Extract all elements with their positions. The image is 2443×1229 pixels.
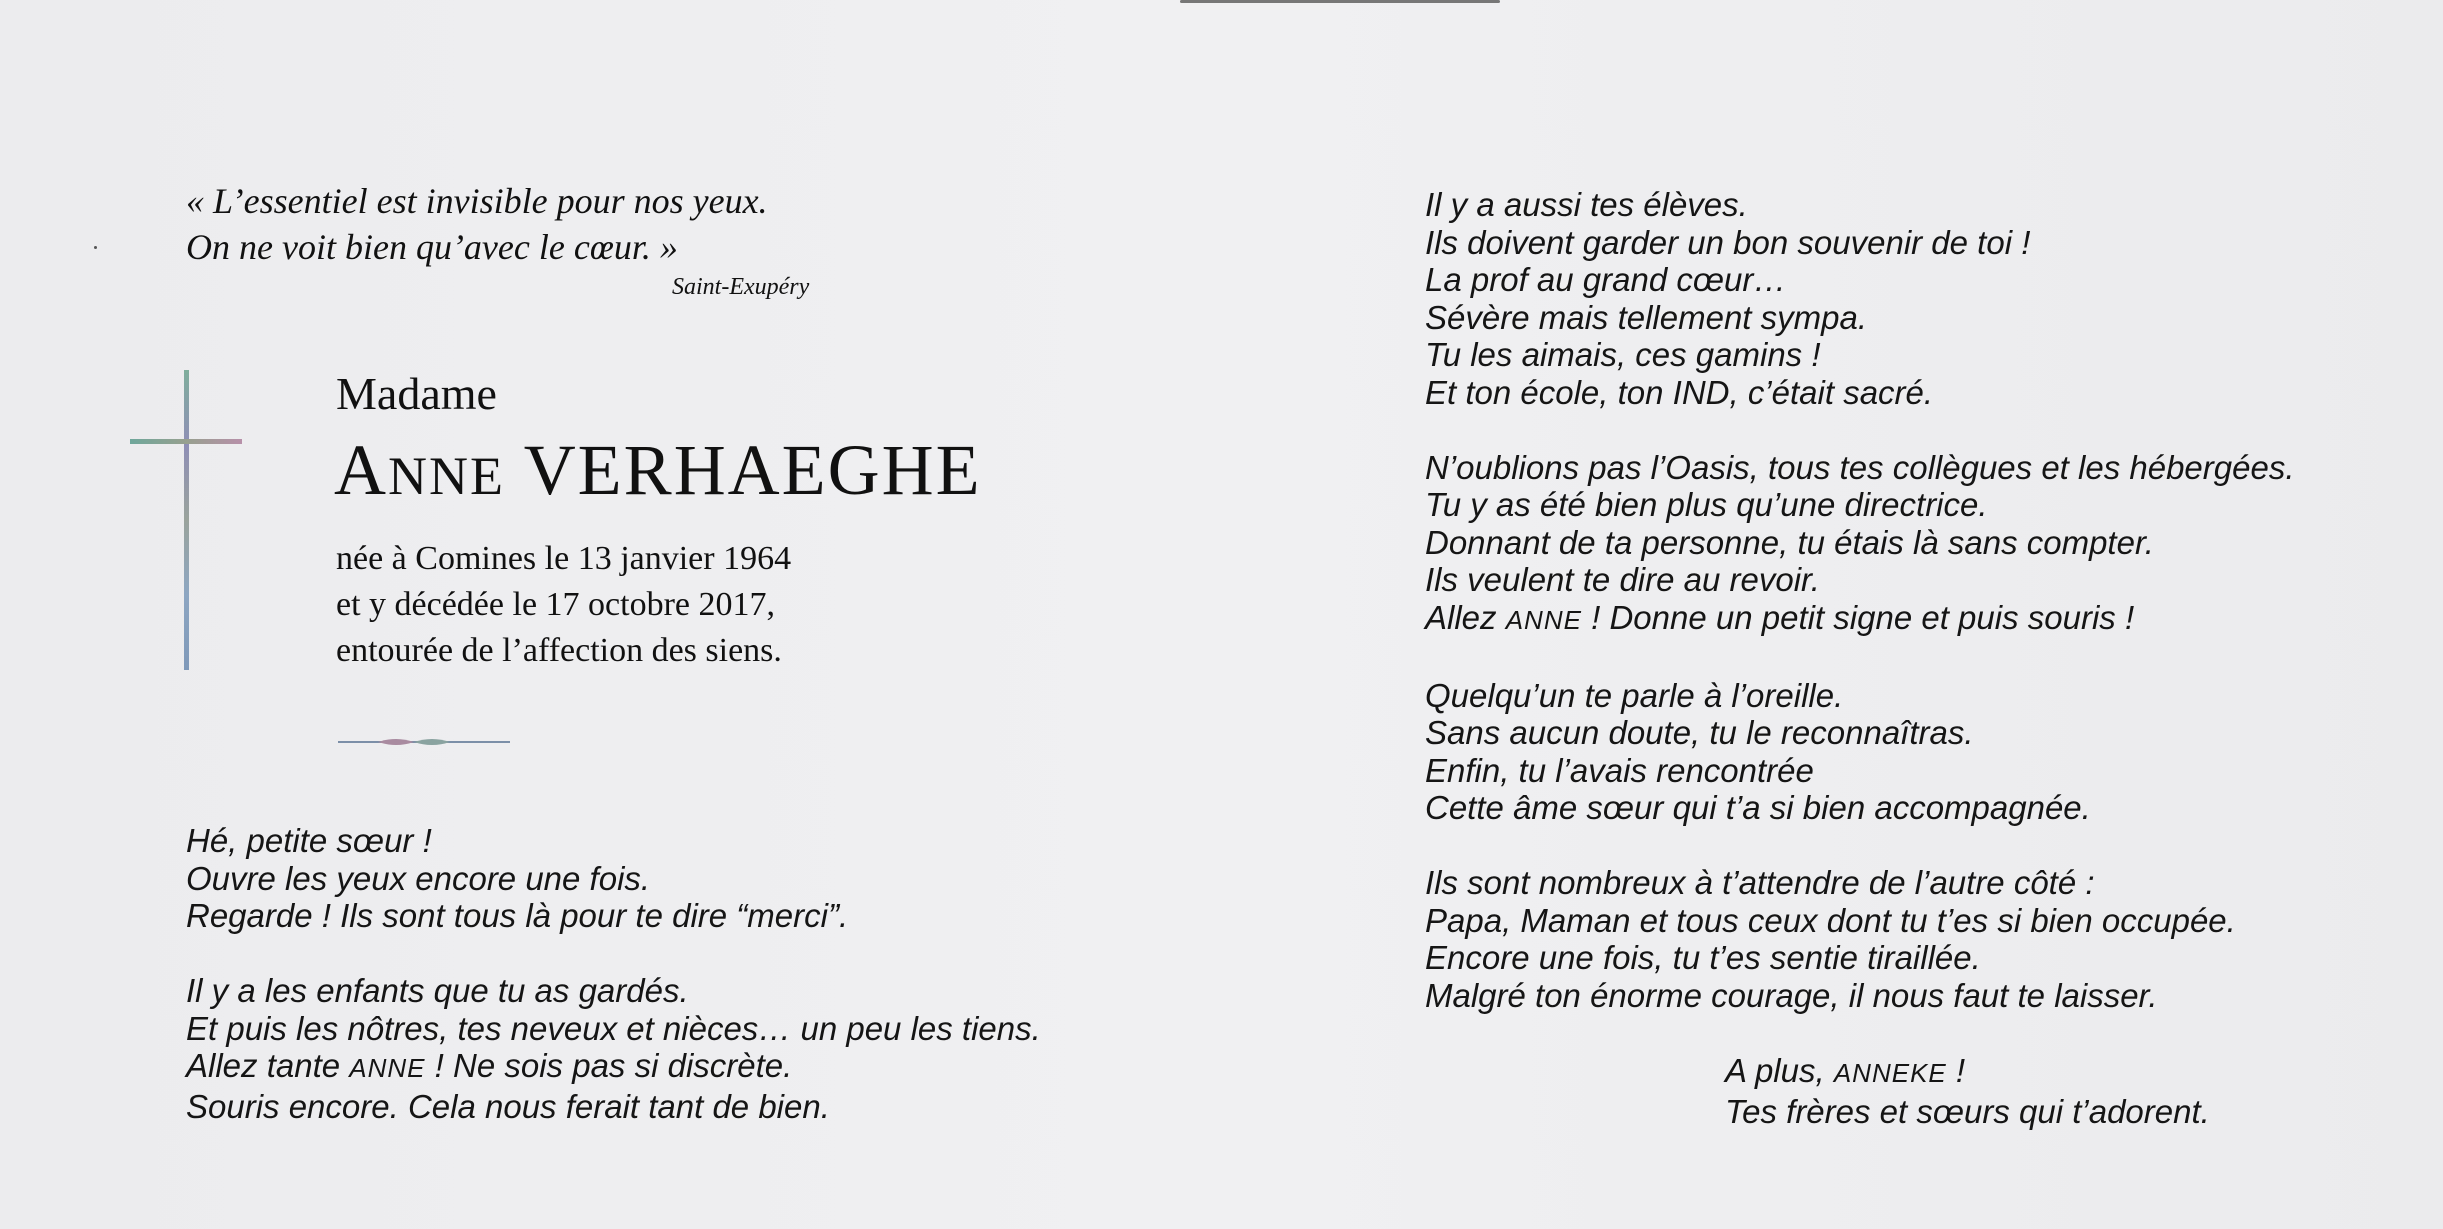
honorific: Madame [336, 368, 497, 419]
first-name-rest: NNE [388, 446, 505, 506]
poem-line: Il y a les enfants que tu as gardés. [186, 972, 689, 1009]
signature [1725, 1052, 2210, 1130]
signature-line: Tes frères et sœurs qui t’adorent. [1725, 1092, 2210, 1130]
poem-line: Enfin, tu l’avais rencontrée [1425, 751, 1814, 789]
poem-line: La prof au grand cœur… [1425, 261, 1787, 298]
last-name: VERHAEGHE [523, 430, 982, 510]
poem-line [1425, 599, 2295, 640]
poem-text: ! Ne sois pas si discrète. [425, 1047, 793, 1084]
epigraph-quote [186, 178, 886, 270]
signature-line [1725, 1052, 2210, 1093]
poem-text: Allez tante [186, 1047, 350, 1084]
poem-stanza [1425, 186, 2295, 411]
quote-line: On ne voit bien qu’avec le cœur. » [186, 227, 678, 267]
poem-name: ANNE [1505, 604, 1582, 635]
poem-line: Quelqu’un te parle à l’oreille. [1425, 676, 1844, 714]
poem-line [186, 1047, 1041, 1088]
poem-line: Ils doivent garder un bon souvenir de toi ! [1425, 223, 2031, 261]
poem-stanza [186, 972, 1041, 1125]
poem-text: ! Donne un petit signe et puis souris ! [1581, 598, 2135, 636]
poem-name: ANNE [349, 1053, 426, 1083]
poem-line: Sévère mais tellement sympa. [1425, 298, 1868, 336]
poem-line: Ouvre les yeux encore une fois. [186, 859, 651, 897]
deceased-name [334, 430, 982, 516]
poem-line: Encore une fois, tu t’es sentie tiraillée. [1425, 939, 1981, 976]
bio-line: et y décédée le 17 octobre 2017, [336, 586, 775, 623]
poem-stanza [1425, 864, 2295, 1014]
poem-text: Allez [1425, 598, 1506, 636]
bio-text [336, 536, 791, 674]
poem-line: Regarde ! Ils sont tous là pour te dire “merci”. [186, 897, 849, 934]
cross-icon [130, 370, 242, 670]
quote-author: Saint-Exupéry [672, 274, 810, 300]
signature-name: ANNEKE [1833, 1058, 1947, 1088]
paper-speck [94, 246, 97, 249]
poem-line: Souris encore. Cela nous ferait tant de bien. [186, 1087, 830, 1125]
poem-line: Papa, Maman et tous ceux dont tu t’es si bien occupée. [1425, 901, 2236, 939]
poem-left [186, 822, 1041, 1163]
poem-line: Ils veulent te dire au revoir. [1425, 561, 1820, 598]
poem-line: Malgré ton énorme courage, il nous faut te laisser. [1425, 976, 2158, 1014]
poem-stanza [186, 822, 1041, 935]
poem-line: Il y a aussi tes élèves. [1425, 186, 1748, 223]
poem-line: Hé, petite sœur ! [186, 822, 432, 859]
bio-line: entourée de l’affection des siens. [336, 632, 782, 669]
poem-line: Et puis les nôtres, tes neveux et nièces… un peu les tiens. [186, 1009, 1041, 1047]
poem-line: Tu les aimais, ces gamins ! [1425, 336, 1821, 373]
poem-stanza [1425, 449, 2295, 640]
first-name-initial: A [334, 430, 388, 510]
poem-line: Tu y as été bien plus qu’une directrice. [1425, 486, 1988, 523]
quote-line: « L’essentiel est invisible pour nos yeux. [186, 181, 768, 221]
poem-right [1425, 186, 2295, 1052]
ornament-divider-icon [338, 735, 510, 749]
poem-line: Donnant de ta personne, tu étais là sans compter. [1425, 523, 2154, 561]
fold-mark [1180, 0, 1500, 3]
bio-line: née à Comines le 13 janvier 1964 [336, 540, 792, 577]
poem-line: Cette âme sœur qui t’a si bien accompagnée. [1425, 789, 2091, 826]
signature-text: A plus, [1725, 1052, 1834, 1089]
poem-line: Ils sont nombreux à t’attendre de l’autre côté : [1425, 864, 2095, 901]
poem-line: Sans aucun doute, tu le reconnaîtras. [1425, 714, 1974, 751]
signature-text: ! [1946, 1052, 1966, 1089]
poem-line: N’oublions pas l’Oasis, tous tes collègues et les hébergées. [1425, 448, 2295, 486]
poem-line: Et ton école, ton IND, c’était sacré. [1425, 373, 1934, 411]
poem-stanza [1425, 677, 2295, 827]
